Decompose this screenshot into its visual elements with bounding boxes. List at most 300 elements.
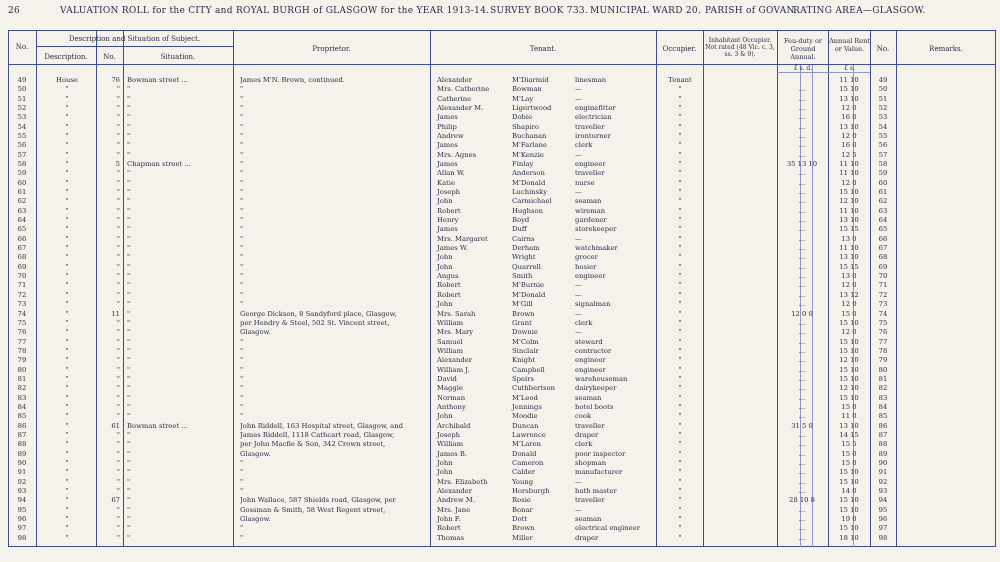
row-occupier: " <box>678 234 682 243</box>
row-situation: " <box>127 225 131 234</box>
row-situation: " <box>127 496 131 505</box>
row-house-no: " <box>116 477 120 486</box>
row-proprietor: " <box>240 262 244 271</box>
row-rent: 12 0 <box>841 300 857 309</box>
row-situation: " <box>127 384 131 393</box>
row-rent: 14 15 <box>839 430 859 439</box>
row-occupier: " <box>678 197 682 206</box>
row-house-no: " <box>116 468 120 477</box>
row-tenant-occupation: draper <box>575 430 599 439</box>
row-rent: 15 10 <box>839 468 859 477</box>
row-tenant-occupation: — <box>575 477 582 486</box>
row-situation: Bowman street ... <box>127 421 188 430</box>
row-proprietor: " <box>240 384 244 393</box>
group-rule <box>36 46 233 47</box>
row-feuduty: ... <box>798 328 806 337</box>
row-situation: " <box>127 141 131 150</box>
row-situation: " <box>127 430 131 439</box>
municipal-ward: MUNICIPAL WARD 20. <box>590 6 702 16</box>
row-description: " <box>65 458 69 467</box>
row-rent: 12 0 <box>841 178 857 187</box>
row-no: 73 <box>17 300 27 309</box>
row-no2: 78 <box>878 346 888 355</box>
row-no: 82 <box>17 384 27 393</box>
row-rent: 12 10 <box>839 197 859 206</box>
row-situation: " <box>127 486 131 495</box>
row-situation: " <box>127 234 131 243</box>
row-rent: 15 10 <box>839 505 859 514</box>
row-no: 68 <box>17 253 27 262</box>
row-rent: 15 0 <box>841 458 857 467</box>
row-tenant-first: Alexander <box>437 356 472 365</box>
row-rent: 15 10 <box>839 374 859 383</box>
row-no2: 63 <box>878 206 888 215</box>
row-no2: 60 <box>878 178 888 187</box>
row-occupier: " <box>678 402 682 411</box>
row-situation: " <box>127 169 131 178</box>
row-tenant-first: Katie <box>437 178 456 187</box>
row-occupier: " <box>678 188 682 197</box>
row-no: 89 <box>17 449 27 458</box>
row-proprietor: " <box>240 486 244 495</box>
row-no: 60 <box>17 178 27 187</box>
row-proprietor: " <box>240 290 244 299</box>
row-feuduty: ... <box>798 449 806 458</box>
row-situation: " <box>127 337 131 346</box>
row-description: " <box>65 393 69 402</box>
row-feuduty: ... <box>798 430 806 439</box>
row-no: 50 <box>17 85 27 94</box>
row-tenant-first: Joseph <box>437 430 461 439</box>
row-no: 59 <box>17 169 27 178</box>
row-no: 79 <box>17 356 27 365</box>
row-occupier: Tenant <box>668 76 692 84</box>
row-house-no: " <box>116 505 120 514</box>
row-feuduty: ... <box>798 178 806 187</box>
row-occupier: " <box>678 104 682 113</box>
roll-title: VALUATION ROLL for the CITY and ROYAL BURGH of GLASGOW for the YEAR 1913-14. <box>60 6 490 16</box>
row-tenant-first: Philip <box>437 122 457 131</box>
row-feuduty: ... <box>798 169 806 178</box>
row-description: " <box>65 141 69 150</box>
row-tenant-occupation: warehouseman <box>575 374 628 383</box>
row-house-no: " <box>116 533 120 542</box>
row-tenant-first: John <box>437 412 453 421</box>
row-house-no: " <box>116 440 120 449</box>
row-situation: " <box>127 458 131 467</box>
row-occupier: " <box>678 421 682 430</box>
row-house-no: " <box>116 122 120 131</box>
row-no: 51 <box>17 94 27 103</box>
row-description: " <box>65 318 69 327</box>
row-feuduty: ... <box>798 122 806 131</box>
row-no: 58 <box>17 160 27 169</box>
page-number: 26 <box>8 6 21 16</box>
row-no: 77 <box>17 337 27 346</box>
row-tenant-surname: Miller <box>512 533 533 542</box>
row-tenant-occupation: — <box>575 150 582 159</box>
row-no2: 70 <box>878 272 888 281</box>
row-tenant-first: Henry <box>437 216 459 225</box>
row-tenant-first: Robert <box>437 524 461 533</box>
row-no: 71 <box>17 281 27 290</box>
row-no2: 66 <box>878 234 888 243</box>
row-tenant-occupation: seaman <box>575 514 602 523</box>
row-tenant-occupation: traveller <box>575 122 605 131</box>
row-house-no: " <box>116 132 120 141</box>
row-tenant-first: Robert <box>437 281 461 290</box>
col-inhabitant: Inhabitant Occupier. Not rated (48 Vic. c. 3, ss. 3 & 9). <box>705 37 775 58</box>
row-proprietor: " <box>240 477 244 486</box>
row-no2: 50 <box>878 85 888 94</box>
row-no: 97 <box>17 524 27 533</box>
row-rent: 15 10 <box>839 477 859 486</box>
row-occupier: " <box>678 160 682 169</box>
col-house-no: No. <box>103 53 116 61</box>
row-house-no: " <box>116 272 120 281</box>
row-situation: " <box>127 412 131 421</box>
row-description: " <box>65 132 69 141</box>
row-proprietor: " <box>240 85 244 94</box>
row-no2: 83 <box>878 393 888 402</box>
row-tenant-first: William <box>437 318 464 327</box>
row-house-no: 67 <box>111 496 120 505</box>
survey-book: SURVEY BOOK 733. <box>490 6 589 16</box>
row-house-no: 76 <box>111 76 120 84</box>
col-feuduty: Feu-duty or Ground Annual. <box>783 37 823 61</box>
row-no2: 56 <box>878 141 888 150</box>
row-proprietor: John Riddell, 163 Hospital street, Glasgow, and <box>240 421 403 430</box>
row-rent: 11 10 <box>839 169 859 178</box>
row-proprietor: " <box>240 393 244 402</box>
row-description: " <box>65 514 69 523</box>
row-occupier: " <box>678 318 682 327</box>
row-feuduty: ... <box>798 188 806 197</box>
row-no2: 65 <box>878 225 888 234</box>
row-situation: " <box>127 281 131 290</box>
row-tenant-surname: Donald <box>512 449 537 458</box>
row-tenant-occupation: — <box>575 505 582 514</box>
row-house-no: " <box>116 337 120 346</box>
row-proprietor: " <box>240 281 244 290</box>
row-feuduty: ... <box>798 412 806 421</box>
row-tenant-first: Mrs. Sarah <box>437 309 476 318</box>
row-rent: 13 10 <box>839 421 859 430</box>
col-rule <box>656 30 657 547</box>
row-tenant-first: John <box>437 458 453 467</box>
row-no: 69 <box>17 262 27 271</box>
row-occupier: " <box>678 150 682 159</box>
col-rule <box>430 30 431 547</box>
row-no2: 84 <box>878 402 888 411</box>
row-rent: 15 10 <box>839 337 859 346</box>
row-proprietor: " <box>240 94 244 103</box>
row-house-no: " <box>116 384 120 393</box>
row-no2: 64 <box>878 216 888 225</box>
row-tenant-first: James <box>437 160 458 169</box>
row-no2: 85 <box>878 412 888 421</box>
row-rent: 13 12 <box>839 290 859 299</box>
row-no2: 62 <box>878 197 888 206</box>
row-tenant-first: Samuel <box>437 337 463 346</box>
row-tenant-occupation: clerk <box>575 141 593 150</box>
row-feuduty: ... <box>798 384 806 393</box>
row-tenant-first: John <box>437 253 453 262</box>
row-occupier: " <box>678 262 682 271</box>
row-description: " <box>65 281 69 290</box>
row-rent: 15 10 <box>839 496 859 505</box>
row-tenant-first: Angus <box>437 272 459 281</box>
col-proprietor: Proprietor. <box>312 45 351 53</box>
col-rule <box>123 30 124 547</box>
row-tenant-surname: Cameron <box>512 458 544 467</box>
row-feuduty: ... <box>798 290 806 299</box>
row-feuduty: ... <box>798 132 806 141</box>
row-tenant-surname: Dobie <box>512 113 533 122</box>
row-proprietor: " <box>240 374 244 383</box>
row-tenant-occupation: contractor <box>575 346 612 355</box>
row-no2: 67 <box>878 244 888 253</box>
col-no2: No. <box>876 45 890 53</box>
row-tenant-surname: M'Diarmid <box>512 76 549 84</box>
row-proprietor: " <box>240 346 244 355</box>
row-no: 62 <box>17 197 27 206</box>
row-no: 75 <box>17 318 27 327</box>
row-house-no: " <box>116 458 120 467</box>
row-situation: Bowman street ... <box>127 76 188 84</box>
row-proprietor: " <box>240 244 244 253</box>
row-occupier: " <box>678 141 682 150</box>
row-house-no: " <box>116 150 120 159</box>
row-tenant-occupation: — <box>575 309 582 318</box>
row-description: " <box>65 346 69 355</box>
row-description: " <box>65 421 69 430</box>
row-house-no: " <box>116 514 120 523</box>
row-no2: 81 <box>878 374 888 383</box>
row-house-no: " <box>116 281 120 290</box>
row-rent: 11 10 <box>839 244 859 253</box>
row-house-no: " <box>116 253 120 262</box>
row-no: 54 <box>17 122 27 131</box>
row-tenant-surname: Bowman <box>512 85 542 94</box>
row-situation: " <box>127 178 131 187</box>
row-occupier: " <box>678 122 682 131</box>
row-no2: 55 <box>878 132 888 141</box>
row-tenant-occupation: linesman <box>575 76 607 84</box>
row-tenant-first: James W. <box>437 244 468 253</box>
row-no: 94 <box>17 496 27 505</box>
row-tenant-first: James <box>437 225 458 234</box>
row-tenant-first: John <box>437 300 453 309</box>
row-tenant-first: Mrs. Mary <box>437 328 474 337</box>
row-tenant-first: Mrs. Agnes <box>437 150 477 159</box>
row-tenant-occupation: enginefitter <box>575 104 616 113</box>
row-occupier: " <box>678 300 682 309</box>
row-house-no: " <box>116 216 120 225</box>
row-no2: 71 <box>878 281 888 290</box>
row-tenant-surname: Hughson <box>512 206 543 215</box>
row-occupier: " <box>678 449 682 458</box>
row-no: 78 <box>17 346 27 355</box>
row-house-no: 61 <box>111 421 120 430</box>
row-proprietor: " <box>240 122 244 131</box>
row-occupier: " <box>678 178 682 187</box>
row-tenant-first: William <box>437 440 464 449</box>
row-tenant-first: Robert <box>437 206 461 215</box>
row-description: " <box>65 533 69 542</box>
row-rent: 18 10 <box>839 533 859 542</box>
row-no2: 80 <box>878 365 888 374</box>
row-description: " <box>65 85 69 94</box>
row-feuduty: ... <box>798 356 806 365</box>
row-occupier: " <box>678 430 682 439</box>
col-tenant: Tenant. <box>529 45 557 53</box>
row-description: " <box>65 188 69 197</box>
row-tenant-occupation: — <box>575 290 582 299</box>
col-rule <box>233 30 234 547</box>
row-house-no: " <box>116 290 120 299</box>
row-tenant-surname: Sinclair <box>512 346 539 355</box>
col-rule <box>870 30 871 547</box>
row-occupier: " <box>678 206 682 215</box>
row-tenant-occupation: draper <box>575 533 599 542</box>
row-proprietor: " <box>240 225 244 234</box>
row-house-no: " <box>116 262 120 271</box>
row-no: 83 <box>17 393 27 402</box>
row-no: 57 <box>17 150 27 159</box>
row-tenant-surname: Anderson <box>512 169 545 178</box>
row-no: 92 <box>17 477 27 486</box>
row-house-no: " <box>116 206 120 215</box>
row-rent: 11 10 <box>839 160 859 169</box>
row-occupier: " <box>678 169 682 178</box>
row-no2: 61 <box>878 188 888 197</box>
row-no2: 90 <box>878 458 888 467</box>
row-tenant-first: John F. <box>437 514 461 523</box>
row-house-no: " <box>116 346 120 355</box>
row-occupier: " <box>678 440 682 449</box>
row-proprietor: " <box>240 160 244 169</box>
row-tenant-surname: Downie <box>512 328 538 337</box>
row-situation: " <box>127 328 131 337</box>
row-no2: 79 <box>878 356 888 365</box>
row-tenant-first: James <box>437 141 458 150</box>
row-tenant-first: William <box>437 346 464 355</box>
row-rent: 16 0 <box>841 141 857 150</box>
row-tenant-surname: M'Burnie <box>512 281 545 290</box>
row-tenant-occupation: — <box>575 94 582 103</box>
row-tenant-surname: Wright <box>512 253 536 262</box>
row-tenant-surname: Ligertwood <box>512 104 552 113</box>
row-no: 91 <box>17 468 27 477</box>
row-occupier: " <box>678 272 682 281</box>
row-house-no: " <box>116 412 120 421</box>
row-description: " <box>65 197 69 206</box>
row-proprietor: " <box>240 178 244 187</box>
row-tenant-surname: Cuthbertson <box>512 384 555 393</box>
row-proprietor: " <box>240 188 244 197</box>
row-feuduty: ... <box>798 440 806 449</box>
row-proprietor: " <box>240 169 244 178</box>
row-tenant-occupation: — <box>575 234 582 243</box>
row-house-no: " <box>116 402 120 411</box>
row-no2: 88 <box>878 440 888 449</box>
col-no: No. <box>15 43 29 51</box>
row-description: " <box>65 216 69 225</box>
row-situation: " <box>127 309 131 318</box>
row-situation: " <box>127 104 131 113</box>
row-tenant-occupation: dairykeeper <box>575 384 617 393</box>
row-tenant-surname: Brown <box>512 309 535 318</box>
row-rent: 11 10 <box>839 76 859 84</box>
row-occupier: " <box>678 290 682 299</box>
row-rent: 15 10 <box>839 393 859 402</box>
row-situation: " <box>127 122 131 131</box>
row-house-no: " <box>116 104 120 113</box>
row-occupier: " <box>678 328 682 337</box>
row-occupier: " <box>678 412 682 421</box>
row-tenant-surname: M'Lay <box>512 94 534 103</box>
row-no: 64 <box>17 216 27 225</box>
row-occupier: " <box>678 533 682 542</box>
row-house-no: " <box>116 356 120 365</box>
row-occupier: " <box>678 365 682 374</box>
row-no2: 73 <box>878 300 888 309</box>
row-tenant-surname: Smith <box>512 272 533 281</box>
row-occupier: " <box>678 225 682 234</box>
row-no: 88 <box>17 440 27 449</box>
row-rent: 14 0 <box>841 486 857 495</box>
row-house-no: " <box>116 300 120 309</box>
row-tenant-surname: M'Colm <box>512 337 539 346</box>
row-situation: " <box>127 505 131 514</box>
row-rent: 13 0 <box>841 272 857 281</box>
row-description: " <box>65 477 69 486</box>
row-proprietor: " <box>240 468 244 477</box>
row-house-no: " <box>116 524 120 533</box>
row-proprietor: Glasgow. <box>240 328 271 337</box>
row-tenant-surname: Cairns <box>512 234 535 243</box>
row-no2: 91 <box>878 468 888 477</box>
row-tenant-surname: M'Kenzie <box>512 150 544 159</box>
row-tenant-surname: Carmichael <box>512 197 552 206</box>
row-tenant-surname: Grant <box>512 318 532 327</box>
row-tenant-first: Alexander M. <box>437 104 484 113</box>
row-occupier: " <box>678 496 682 505</box>
row-occupier: " <box>678 393 682 402</box>
row-house-no: " <box>116 197 120 206</box>
row-description: " <box>65 468 69 477</box>
row-occupier: " <box>678 486 682 495</box>
row-no: 85 <box>17 412 27 421</box>
row-feuduty: ... <box>798 393 806 402</box>
row-feuduty: ... <box>798 272 806 281</box>
col-rule <box>703 30 704 547</box>
row-tenant-first: Maggie <box>437 384 463 393</box>
row-tenant-occupation: gardener <box>575 216 607 225</box>
row-tenant-occupation: shopman <box>575 458 607 467</box>
row-tenant-surname: M'Farlane <box>512 141 548 150</box>
row-tenant-occupation: ironturner <box>575 132 611 141</box>
row-description: " <box>65 290 69 299</box>
row-situation: " <box>127 94 131 103</box>
row-rent: 15 10 <box>839 318 859 327</box>
row-proprietor: " <box>240 234 244 243</box>
row-occupier: " <box>678 337 682 346</box>
row-feuduty: 28 10 8 <box>789 496 815 505</box>
row-occupier: " <box>678 85 682 94</box>
row-tenant-occupation: engineer <box>575 160 606 169</box>
